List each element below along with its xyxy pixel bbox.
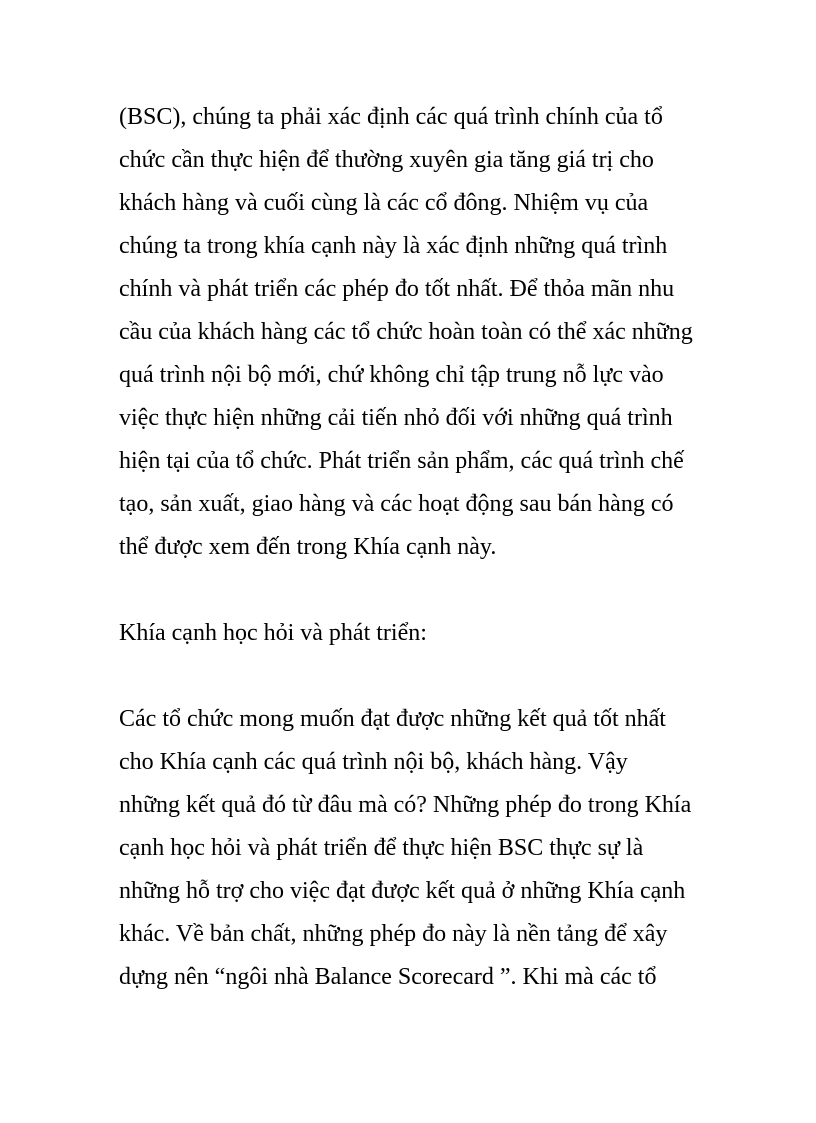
text-line: dựng nên “ngôi nhà Balance Scorecard ”. Khi mà các tổ [119,964,657,990]
text-line: hiện tại của tổ chức. Phát triển sản phẩm, các quá trình chế [119,448,684,474]
text-line: thể được xem đến trong Khía cạnh này. [119,534,497,560]
text-line: cầu của khách hàng các tổ chức hoàn toàn có thể xác những [119,319,693,345]
text-line: những hỗ trợ cho việc đạt được kết quả ở những Khía cạnh [119,878,686,904]
text-line: việc thực hiện những cải tiến nhỏ đối với những quá trình [119,405,673,431]
text-line: (BSC), chúng ta phải xác định các quá trình chính của tổ [119,104,663,130]
text-line: chức cần thực hiện để thường xuyên gia tăng giá trị cho [119,147,654,173]
text-line: chúng ta trong khía cạnh này là xác định những quá trình [119,233,668,259]
text-line: tạo, sản xuất, giao hàng và các hoạt động sau bán hàng có [119,491,674,517]
text-line: khác. Về bản chất, những phép đo này là nền tảng để xây [119,921,668,947]
text-line: khách hàng và cuối cùng là các cổ đông. Nhiệm vụ của [119,190,649,216]
text-line: Các tổ chức mong muốn đạt được những kết quả tốt nhất [119,706,666,732]
text-line: quá trình nội bộ mới, chứ không chỉ tập trung nỗ lực vào [119,362,664,388]
text-line: cạnh học hỏi và phát triển để thực hiện BSC thực sự là [119,835,644,861]
section-heading: Khía cạnh học hỏi và phát triển: [119,620,427,646]
text-line: những kết quả đó từ đâu mà có? Những phép đo trong Khía [119,792,692,818]
text-line: cho Khía cạnh các quá trình nội bộ, khách hàng. Vậy [119,749,628,775]
text-line: chính và phát triển các phép đo tốt nhất. Để thỏa mãn nhu [119,276,675,302]
